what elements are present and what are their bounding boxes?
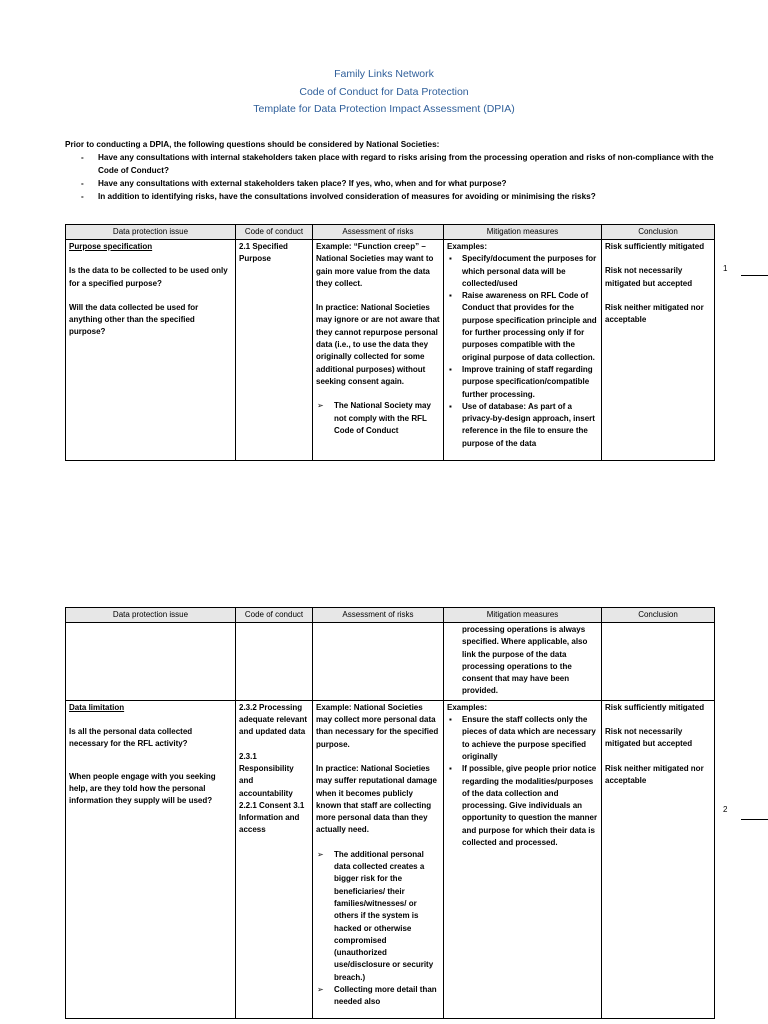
title-template: Template for Data Protection Impact Assessment (DPIA): [253, 103, 515, 115]
header-mitigation: Mitigation measures: [444, 608, 602, 623]
mitigation-cell: processing operations is always specified. Where applicable, also link the purpose of the data processing operations to the consent that may have been provided.: [444, 623, 602, 701]
conclusion-option: Risk sufficiently mitigated: [605, 242, 705, 251]
issue-question: When people engage with you seeking help, are they told how the personal information they supply will be used?: [69, 771, 216, 806]
mitigation-cell: [444, 240, 602, 461]
header-mitigation: Mitigation measures: [444, 225, 602, 240]
intro-lead: Prior to conducting a DPIA, the following questions should be considered by National Societies:: [65, 140, 440, 149]
table-header-row: [66, 608, 715, 623]
intro-question: - Have any consultations with external stakeholders taken place? If yes, who, when and for what purpose?: [81, 179, 507, 188]
mitigation-item: ▪ Use of database: As part of a privacy-by-design approach, insert reference in the file to ensure the purpose of the data: [447, 401, 598, 450]
header-conclusion: Conclusion: [602, 225, 715, 240]
risk-cell: [313, 700, 444, 1018]
risk-consequence-list: [316, 400, 440, 437]
footnote-rule: [741, 819, 768, 820]
intro-question: - Have any consultations with internal stakeholders taken place with regard to risks arising from the processing operation and risks of non-compliance with the Code of Conduct?: [81, 153, 714, 175]
header-conclusion: Conclusion: [602, 608, 715, 623]
issue-cell: [66, 240, 236, 461]
code-reference: 2.3.1 Responsibility and accountability 2.2.1 Consent 3.1 Information and access: [239, 751, 305, 835]
title-network: Family Links Network: [334, 68, 434, 80]
mitigation-item: ▪ Raise awareness on RFL Code of Conduct that provides for the purpose specification principle and for further processing only if for purposes compatible with the original purpose of data collection.: [447, 290, 598, 364]
issue-cell: [66, 700, 236, 1018]
mitigation-list: [447, 714, 598, 849]
code-cell: 2.1 Specified Purpose: [236, 240, 313, 461]
table-row: [66, 240, 715, 461]
issue-cell: [66, 623, 236, 701]
title-code: Code of Conduct for Data Protection: [299, 85, 469, 98]
risk-cell: [313, 623, 444, 701]
dpia-table-page-1: [65, 224, 715, 461]
issue-question: Is all the personal data collected necessary for the RFL activity?: [69, 727, 193, 749]
issue-title: Data limitation: [69, 702, 125, 712]
conclusion-cell: [602, 700, 715, 1018]
mitigation-item: ▪ Specify/document the purposes for which personal data will be collected/used: [447, 253, 598, 290]
risk-practice: In practice: National Societies may ignore or are not aware that they cannot repurpose personal data (i.e., to use the data they originally collected for some additional purposes) without seeking consent again.: [316, 303, 440, 386]
risk-practice: In practice: National Societies may suffer reputational damage when it becomes publicly known that staff are collecting more personal data than they actually need.: [316, 763, 437, 835]
mitigation-item: ▪ Ensure the staff collects only the pieces of data which are necessary to achieve the purpose specified originally: [447, 714, 598, 763]
dpia-table-page-2: [65, 607, 715, 1019]
conclusion-option: Risk neither mitigated nor acceptable: [605, 763, 704, 785]
issue-question: Is the data to be collected to be used only for a specified purpose?: [69, 266, 228, 288]
risk-consequence: ➢ Collecting more detail than needed also: [316, 984, 440, 1009]
header-issue: Data protection issue: [66, 225, 236, 240]
code-reference: 2.3.2 Processing adequate relevant and updated data: [239, 702, 308, 737]
header-risks: Assessment of risks: [313, 225, 444, 240]
mitigation-list: [447, 253, 598, 450]
document-title-block: [0, 66, 768, 119]
risk-example: Example: National Societies may collect more personal data than necessary for the specified purpose.: [316, 702, 439, 749]
conclusion-option: Risk not necessarily mitigated but accepted: [605, 727, 693, 749]
conclusion-option: Risk not necessarily mitigated but accepted: [605, 266, 693, 288]
header-code: Code of conduct: [236, 225, 313, 240]
intro-question: - In addition to identifying risks, have the consultations involved consideration of measures for avoiding or minimising the risks?: [81, 192, 596, 201]
mitigation-cell: [444, 700, 602, 1018]
mitigation-item: ▪ If possible, give people prior notice regarding the modalities/purposes of the data collection and processing. Give individuals an opportunity to question the manner and purpose for which their data is collected and processed.: [447, 763, 598, 849]
code-cell: [236, 623, 313, 701]
header-risks: Assessment of risks: [313, 608, 444, 623]
intro-section: [65, 138, 715, 203]
risk-consequence: ➢ The additional personal data collected creates a bigger risk for the beneficiaries/ their families/witnesses/ or others if the system is hacked or otherwise compromised (unauthorized use/disclosure or security breach.): [316, 849, 440, 984]
code-cell: [236, 700, 313, 1018]
table-header-row: [66, 225, 715, 240]
risk-cell: [313, 240, 444, 461]
mitigation-title: Examples:: [447, 242, 488, 251]
footnote-rule: [741, 275, 768, 276]
page-number: 1: [723, 264, 728, 273]
risk-example: Example: “Function creep” – National Societies may want to gain more value from the data they collect.: [316, 242, 434, 288]
conclusion-cell: [602, 623, 715, 701]
issue-title: Purpose specification: [69, 242, 153, 251]
issue-question: Will the data collected be used for anything other than the specified purpose?: [69, 302, 199, 337]
table-row: [66, 700, 715, 1018]
page-number: 2: [723, 805, 728, 814]
conclusion-cell: [602, 240, 715, 461]
risk-consequence-list: [316, 849, 440, 1009]
intro-question-list: [65, 151, 715, 203]
conclusion-option: Risk sufficiently mitigated: [605, 702, 705, 712]
mitigation-item: ▪ Improve training of staff regarding purpose specification/compatible further processing.: [447, 364, 598, 401]
table-row: [66, 623, 715, 701]
header-code: Code of conduct: [236, 608, 313, 623]
risk-consequence: ➢ The National Society may not comply with the RFL Code of Conduct: [316, 400, 440, 437]
conclusion-option: Risk neither mitigated nor acceptable: [605, 302, 704, 325]
mitigation-title: Examples:: [447, 702, 488, 712]
header-issue: Data protection issue: [66, 608, 236, 623]
